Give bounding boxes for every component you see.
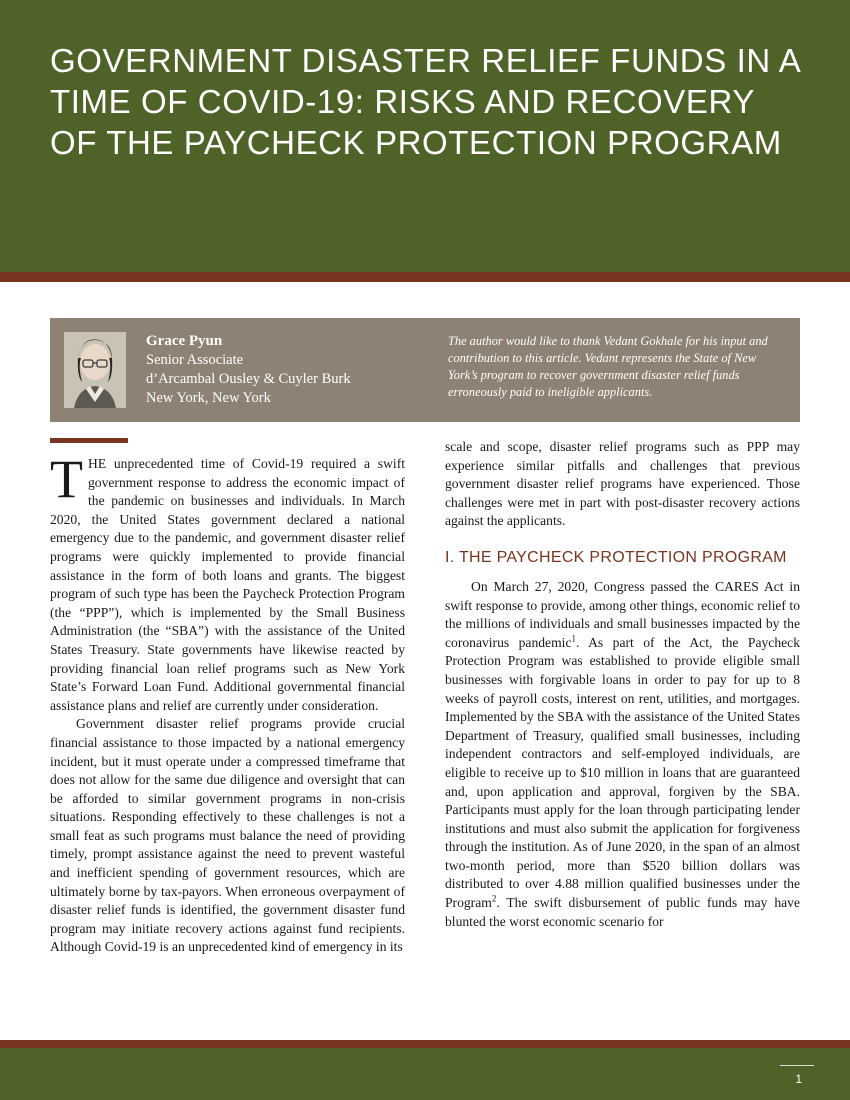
author-acknowledgment: The author would like to thank Vedant Gokhale for his input and contribution to this article. Vedant represents the State of New York’s program to recover government disaster relief funds erroneously paid to ineligible applicants. — [448, 334, 768, 399]
page-number-rule — [780, 1065, 814, 1066]
paragraph-right-2b: . As part of the Act, the Paycheck Protection Program was established to provide eligible small businesses with forgivable loans in order to pay for up to 8 weeks of payroll costs, interest on rent, utilities, and mortgages. Implemented by the SBA with the assistance of the United States Department of Treasury, qualified small businesses, including independent contractors and self-employed individuals, are eligible to receive up to $10 million in loans that are guaranteed and, upon application and approval, forgiven by the SBA. Participants must apply for the loan through participating lender institutions and must also submit the application for forgiveness through the institution. As of June 2020, in the span of an almost two-month period, more than $520 billion dollars was distributed to over 4.88 million qualified businesses under the Program — [445, 634, 800, 911]
paragraph-right-2c: . The swift disbursement of public funds may have blunted the worst economic scenario for — [445, 895, 800, 929]
footnote-ref-1[interactable]: 1 — [571, 633, 576, 644]
header-divider — [0, 272, 850, 282]
author-info — [146, 332, 351, 408]
author-portrait — [64, 332, 126, 408]
page-number: 1 — [795, 1072, 802, 1086]
paragraph-right-2a: On March 27, 2020, Congress passed the CARES Act in swift response to provide, among other things, economic relief to the millions of individuals and small businesses impacted by the coronavirus pandemic — [445, 578, 800, 650]
footnote-ref-2[interactable]: 2 — [491, 893, 497, 904]
drop-cap: T — [50, 449, 83, 509]
paragraph-left-2: Government disaster relief programs provide crucial financial assistance to those impacted by a national emergency incident, but it must operate under a compressed timeframe that does not allow for the same due diligence and oversight that can be afforded to similar government programs in non-crisis situations. Responding effectively to these challenges is not a small feat as such programs must balance the need of providing timely, prompt assistance against the need to prevent wasteful and inefficient spending of government resources, which are ultimately borne by tax-payors. When erroneous overpayment of disaster relief funds is identified, the government disaster fund program may initiate recovery actions against fund recipients. Although Covid-19 is an unprecedented kind of emergency in its — [50, 716, 405, 955]
paragraph-right-1: scale and scope, disaster relief programs such as PPP may experience similar pitfalls and challenges that previous government disaster relief programs have experienced. Those challenges were met in part with post-disaster recovery actions against the applicants. — [445, 439, 800, 529]
author-name: Grace Pyun — [146, 333, 223, 349]
paragraph-intro — [50, 449, 405, 715]
paragraph-right-2 — [445, 578, 800, 931]
author-firm: d’Arcambal Ousley & Cuyler Burk — [146, 371, 351, 387]
paragraph-intro-text: HE unprecedented time of Covid-19 required a swift government response to address the economic impact of the pandemic on businesses and individuals. In March 2020, the United States government declared a national emergency due to the pandemic, and government disaster relief programs were quickly implemented to provide financial assistance in the form of both loans and grants. The biggest program of such type has been the Paycheck Protection Program (the “PPP”), which is implemented by the Small Business Administration (the “SBA”) with the assistance of the United States Treasury. State governments have likewise reacted by providing financial loan relief programs such as New York State’s Forward Loan Fund. Additional governmental financial assistance plans and relief are currently under consideration. — [50, 456, 405, 713]
column-accent-rule — [50, 438, 128, 443]
column-left — [50, 438, 405, 957]
footer-divider — [0, 1040, 850, 1048]
footer-band — [0, 1048, 850, 1100]
column-right — [445, 438, 800, 931]
author-title: Senior Associate — [146, 352, 244, 368]
section-heading: I. THE PAYCHECK PROTECTION PROGRAM — [445, 548, 787, 566]
author-location: New York, New York — [146, 390, 271, 406]
article-body — [50, 438, 800, 1038]
header-band — [0, 0, 850, 272]
page-title: GOVERNMENT DISASTER RELIEF FUNDS IN A TIME OF COVID-19: RISKS AND RECOVERY OF THE PAYCHECK PROTECTION PROGRAM — [50, 42, 800, 161]
author-box — [50, 318, 800, 422]
